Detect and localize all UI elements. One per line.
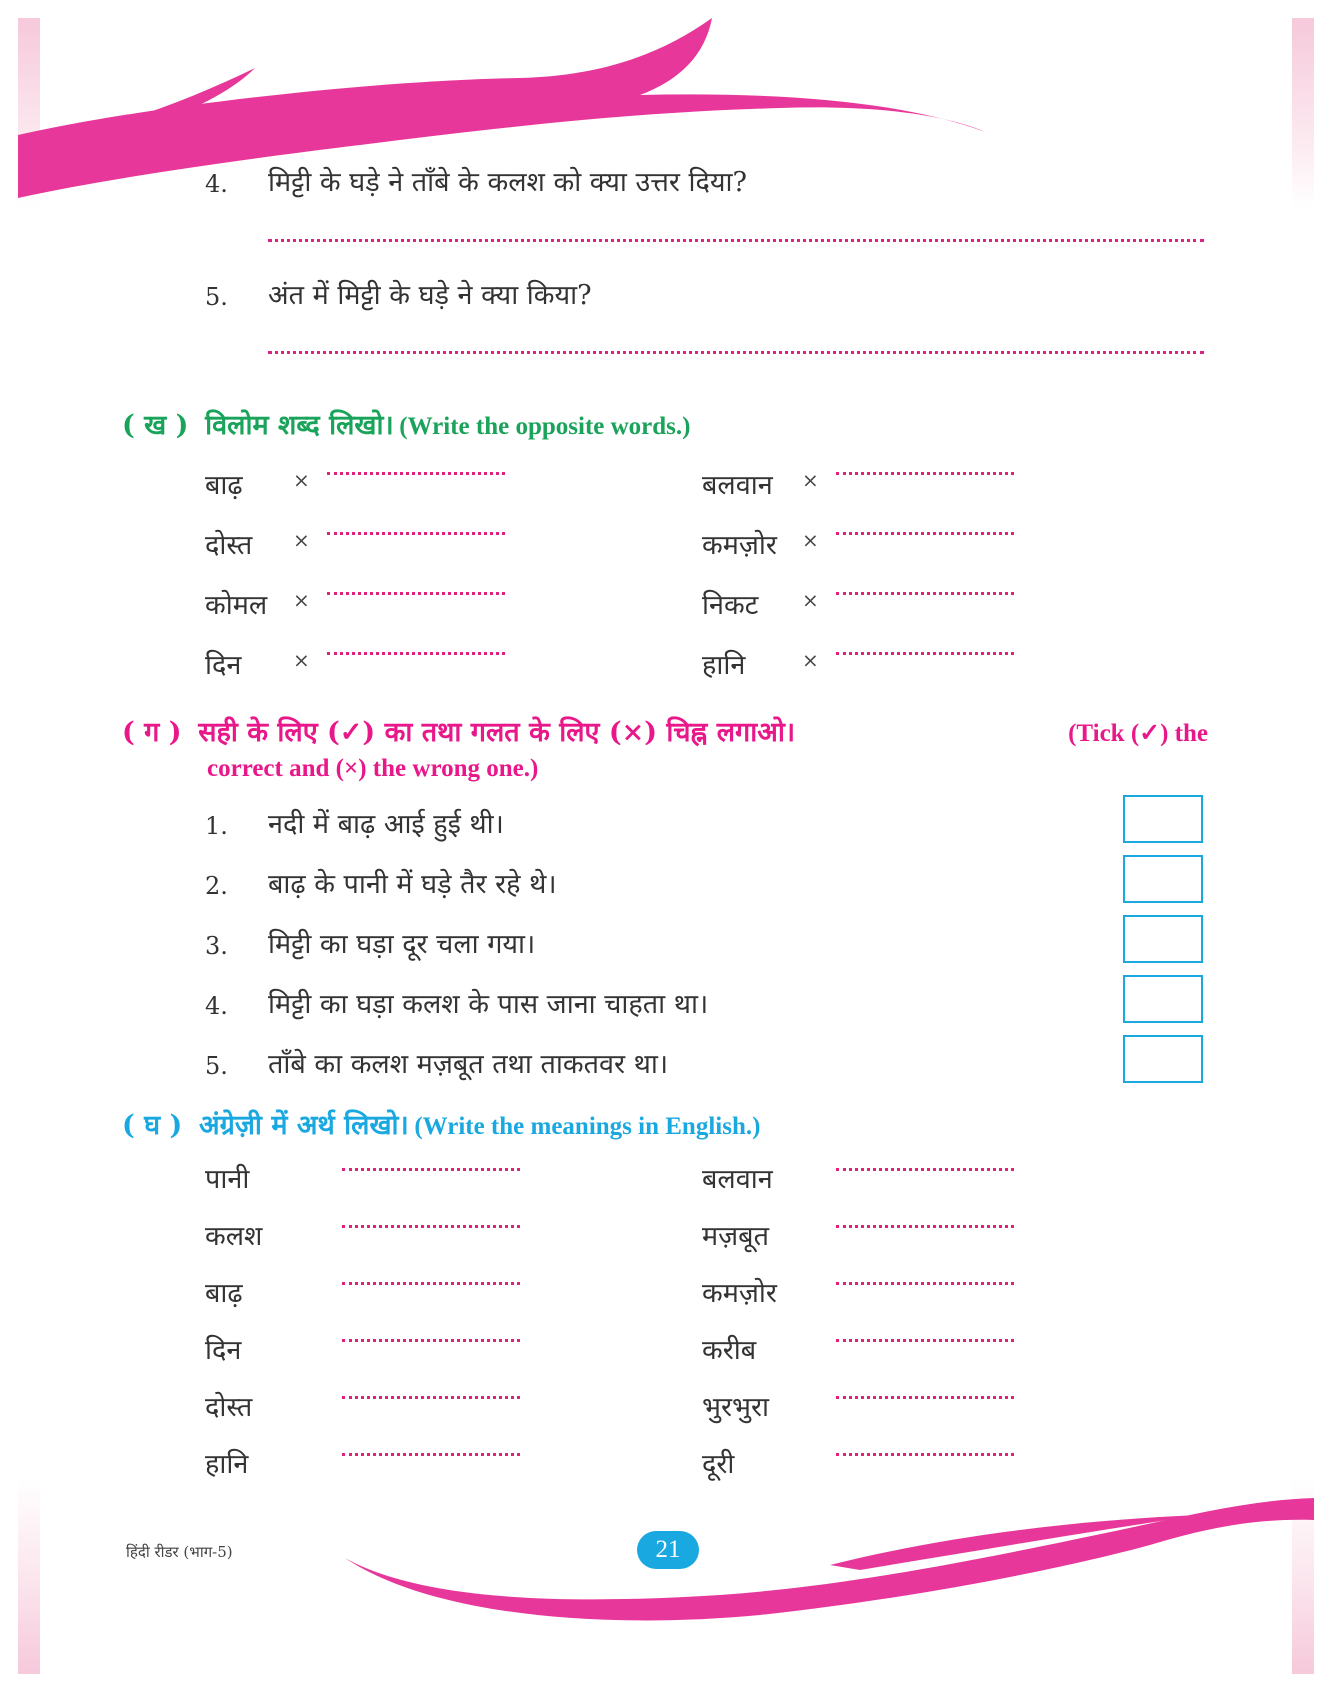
statement-number: 1.: [205, 812, 228, 840]
section-label: ( ख ): [122, 410, 189, 441]
section-title: अंग्रेज़ी में अर्थ लिखो।: [199, 1110, 409, 1141]
times-symbol: ×: [802, 648, 819, 672]
times-symbol: ×: [802, 588, 819, 612]
opposite-word: कोमल: [205, 590, 268, 621]
section-title-en: (Write the meanings in English.): [414, 1113, 761, 1140]
answer-line[interactable]: [268, 239, 1204, 242]
meaning-word: कमज़ोर: [702, 1278, 777, 1309]
statement-number: 3.: [205, 932, 228, 960]
question-text: मिट्टी के घड़े ने ताँबे के कलश को क्या उत्तर दिया?: [268, 167, 748, 198]
answer-line[interactable]: [268, 351, 1204, 354]
opposite-word: निकट: [702, 590, 759, 621]
meaning-word: दिन: [205, 1335, 242, 1366]
answer-line[interactable]: [327, 472, 505, 475]
statement-text: ताँबे का कलश मज़बूत तथा ताकतवर था।: [268, 1049, 669, 1080]
answer-line[interactable]: [836, 1168, 1014, 1171]
question-number: 4.: [205, 170, 228, 198]
answer-line[interactable]: [836, 1339, 1014, 1342]
question-number: 5.: [205, 283, 228, 311]
question-text: अंत में मिट्टी के घड़े ने क्या किया?: [268, 280, 592, 311]
answer-line[interactable]: [836, 472, 1014, 475]
times-symbol: ×: [293, 468, 310, 492]
opposite-word: बलवान: [702, 470, 773, 501]
times-symbol: ×: [293, 528, 310, 552]
section-title-en: (Tick (✓) the: [1068, 720, 1208, 747]
times-symbol: ×: [802, 528, 819, 552]
answer-line[interactable]: [342, 1339, 520, 1342]
book-title: हिंदी रीडर (भाग-5): [126, 1543, 233, 1561]
times-symbol: ×: [293, 588, 310, 612]
opposite-word: दोस्त: [205, 530, 253, 561]
answer-line[interactable]: [836, 592, 1014, 595]
section-title-en: correct and (×) the wrong one.): [207, 755, 539, 782]
page-number: 21: [637, 1531, 699, 1569]
answer-line[interactable]: [327, 532, 505, 535]
section-gha-heading: [122, 1105, 760, 1142]
answer-line[interactable]: [342, 1282, 520, 1285]
answer-line[interactable]: [836, 1453, 1014, 1456]
statement-number: 2.: [205, 872, 228, 900]
answer-line[interactable]: [327, 592, 505, 595]
answer-line[interactable]: [836, 1282, 1014, 1285]
section-ga-heading: [122, 712, 795, 749]
meaning-word: दोस्त: [205, 1392, 253, 1423]
tick-box[interactable]: [1123, 855, 1203, 903]
meaning-word: पानी: [205, 1164, 250, 1195]
statement-number: 4.: [205, 992, 228, 1020]
answer-line[interactable]: [342, 1396, 520, 1399]
statement-text: मिट्टी का घड़ा कलश के पास जाना चाहता था।: [268, 989, 709, 1020]
times-symbol: ×: [802, 468, 819, 492]
opposite-word: दिन: [205, 650, 242, 681]
statement-text: नदी में बाढ़ आई हुई थी।: [268, 809, 504, 840]
meaning-word: कलश: [205, 1221, 263, 1252]
answer-line[interactable]: [836, 652, 1014, 655]
meaning-word: मज़बूत: [702, 1221, 769, 1252]
tick-box[interactable]: [1123, 795, 1203, 843]
meaning-word: बाढ़: [205, 1278, 243, 1309]
meaning-word: हानि: [205, 1449, 249, 1480]
opposite-word: हानि: [702, 650, 746, 681]
answer-line[interactable]: [342, 1453, 520, 1456]
statement-number: 5.: [205, 1052, 228, 1080]
times-symbol: ×: [293, 648, 310, 672]
statement-text: मिट्टी का घड़ा दूर चला गया।: [268, 929, 536, 960]
tick-box[interactable]: [1123, 975, 1203, 1023]
meaning-word: बलवान: [702, 1164, 773, 1195]
statement-text: बाढ़ के पानी में घड़े तैर रहे थे।: [268, 869, 557, 900]
answer-line[interactable]: [836, 532, 1014, 535]
tick-box[interactable]: [1123, 1035, 1203, 1083]
opposite-word: कमज़ोर: [702, 530, 777, 561]
section-title: सही के लिए (✓) का तथा गलत के लिए (×) चिह्न लगाओ।: [198, 717, 796, 748]
meaning-word: दूरी: [702, 1449, 735, 1480]
answer-line[interactable]: [836, 1225, 1014, 1228]
answer-line[interactable]: [342, 1168, 520, 1171]
answer-line[interactable]: [836, 1396, 1014, 1399]
section-ga-title-en: [1068, 718, 1208, 748]
section-title: विलोम शब्द लिखो।: [205, 410, 394, 441]
tick-box[interactable]: [1123, 915, 1203, 963]
section-label: ( घ ): [122, 1110, 183, 1141]
meaning-word: भुरभुरा: [702, 1392, 770, 1423]
section-kha-heading: [122, 405, 690, 442]
bottom-swoosh: [345, 1498, 1314, 1620]
section-label: ( ग ): [122, 717, 182, 748]
section-title-en: (Write the opposite words.): [399, 413, 691, 440]
opposite-word: बाढ़: [205, 470, 243, 501]
answer-line[interactable]: [327, 652, 505, 655]
section-ga-title-en-2: [207, 755, 538, 783]
answer-line[interactable]: [342, 1225, 520, 1228]
meaning-word: करीब: [702, 1335, 757, 1366]
